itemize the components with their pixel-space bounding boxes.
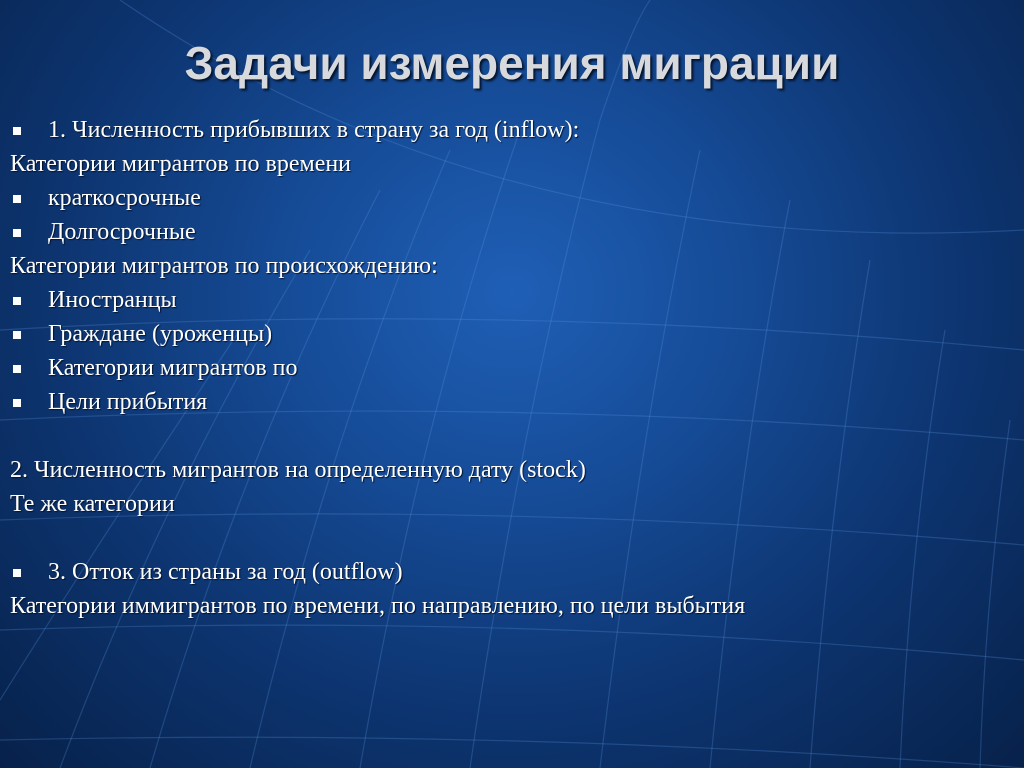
- bullet-text: краткосрочные: [48, 185, 201, 211]
- bullet-text: 3. Отток из страны за год (outflow): [48, 559, 403, 585]
- plain-line: 2. Численность мигрантов на определенную дату (stock): [10, 457, 586, 483]
- bullet-item: [10, 555, 1010, 589]
- square-bullet-icon: [13, 331, 21, 339]
- plain-line: Те же категории: [10, 491, 175, 517]
- spacer: [10, 419, 1010, 453]
- bullet-text: Цели прибытия: [48, 389, 208, 415]
- plain-line: Категории мигрантов по происхождению:: [10, 253, 438, 279]
- plain-line: Категории мигрантов по времени: [10, 151, 352, 177]
- bullet-text: Категории мигрантов по: [48, 355, 298, 381]
- square-bullet-icon: [13, 569, 21, 577]
- slide-title: Задачи измерения миграции: [184, 37, 840, 89]
- slide-content: [10, 113, 1010, 623]
- bullet-item: [10, 283, 1010, 317]
- bullet-item: [10, 317, 1010, 351]
- bullet-text: Иностранцы: [48, 287, 177, 313]
- bullet-item: [10, 113, 1010, 147]
- square-bullet-icon: [13, 229, 21, 237]
- bullet-text: Долгосрочные: [48, 219, 196, 245]
- square-bullet-icon: [13, 195, 21, 203]
- bullet-text: 1. Численность прибывших в страну за год (inflow):: [48, 117, 580, 143]
- spacer: [10, 521, 1010, 555]
- bullet-item: [10, 181, 1010, 215]
- plain-line: Категории иммигрантов по времени, по направлению, по цели выбытия: [10, 593, 746, 619]
- square-bullet-icon: [13, 127, 21, 135]
- bullet-item: [10, 351, 1010, 385]
- bullet-item: [10, 385, 1010, 419]
- square-bullet-icon: [13, 399, 21, 407]
- bullet-text: Граждане (уроженцы): [48, 321, 273, 347]
- square-bullet-icon: [13, 365, 21, 373]
- bullet-item: [10, 215, 1010, 249]
- square-bullet-icon: [13, 297, 21, 305]
